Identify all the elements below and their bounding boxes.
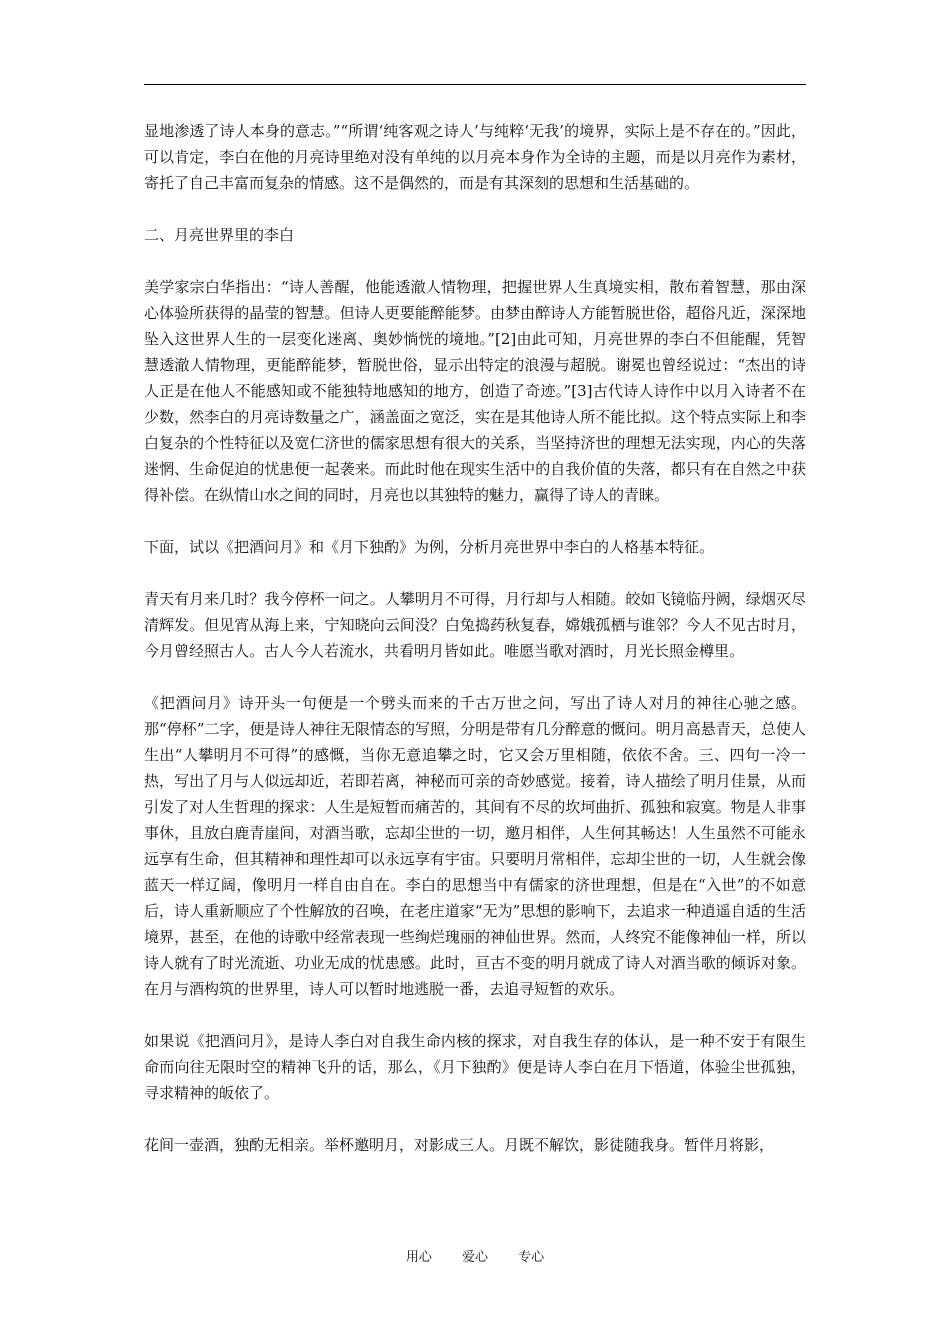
header-rule	[144, 84, 806, 85]
paragraph-5: 如果说《把酒问月》，是诗人李白对自我生命内核的探求，对自我生存的体认，是一种不安于有限生命而向往无限时空的精神飞升的话，那么，《月下独酌》便是诗人李白在月下悟道，体验尘世孤独，寻求精神的皈依了。	[144, 1032, 806, 1102]
paragraph-1: 显地渗透了诗人本身的意志。”“所谓‘纯客观之诗人’与纯粹‘无我’的境界，实际上是不存在的。”因此，可以肯定，李白在他的月亮诗里绝对没有单纯的以月亮本身作为全诗的主题，而是以月亮作为素材，寄托了自己丰富而复杂的情感。这不是偶然的，而是有其深刻的思想和生活基础的。	[144, 122, 806, 192]
section-heading: 二、月亮世界里的李白	[144, 226, 295, 244]
paragraph-4: 《把酒问月》诗开头一句便是一个劈头而来的千古万世之问，写出了诗人对月的神往心驰之感。那“停杯”二字，便是诗人神往无限情态的写照，分明是带有几分醉意的慨问。明月高悬青天，总使人生出“人攀明月不可得”的感慨，当你无意追攀之时，它又会万里相随，依依不舍。三、四句一冷一热，写出了月与人似远却近，若即若离，神秘而可亲的奇妙感觉。接着，诗人描绘了明月佳景，从而引发了对人生哲理的探求：人生是短暂而痛苦的，其间有不尽的坎坷曲折、孤独和寂寞。物是人非事事休，且放白鹿青崖间，对酒当歌，忘却尘世的一切，邀月相伴，人生何其畅达！人生虽然不可能永远享有生命，但其精神和理性却可以永远享有宇宙。只要明月常相伴，忘却尘世的一切，人生就会像蓝天一样辽阔，像明月一样自由自在。李白的思想当中有儒家的济世理想，但是在“入世”的不如意后，诗人重新顺应了个性解放的召唤，在老庄道家“无为”思想的影响下，去追求一种逍遥自适的生活境界，甚至，在他的诗歌中经常表现一些绚烂瑰丽的神仙世界。然而，人终究不能像神仙一样，所以诗人就有了时光流逝、功业无成的忧患感。此时，亘古不变的明月就成了诗人对酒当歌的倾诉对象。在月与酒构筑的世界里，诗人可以暂时地逃脱一番，去追寻短暂的欢乐。	[144, 694, 806, 998]
footer-item: 爱心	[461, 1250, 488, 1265]
footer-item: 专心	[518, 1250, 545, 1265]
document-body	[144, 118, 806, 1184]
paragraph-2: 美学家宗白华指出：“诗人善醒，他能透澈人情物理，把握世界人生真境实相，散布着智慧，那由深心体验所获得的晶莹的智慧。但诗人更要能醉能梦。由梦由醉诗人方能暂脱世俗，超俗凡近，深深地坠入这世界人生的一层变化迷离、奥妙惝恍的境地。”[2]由此可知，月亮世界的李白不但能醒，凭智慧透澈人情物理，更能醉能梦，暂脱世俗，显示出特定的浪漫与超脱。谢冕也曾经说过：“杰出的诗人正是在他人不能感知或不能独特地感知的地方，创造了奇迹。”[3]古代诗人诗作中以月入诗者不在少数，然李白的月亮诗数量之广，涵盖面之宽泛，实在是其他诗人所不能比拟。这个特点实际上和李白复杂的个性特征以及宽仁济世的儒家思想有很大的关系，当坚持济世的理想无法实现，内心的失落迷惘、生命促迫的忧患便一起袭来。而此时他在现实生活中的自我价值的失落，都只有在自然之中获得补偿。在纵情山水之间的同时，月亮也以其独特的魅力，赢得了诗人的青睐。	[144, 278, 806, 504]
footer-item: 用心	[405, 1250, 432, 1265]
page-footer	[0, 1248, 950, 1268]
poem-baijiu-wenyue: 青天有月来几时？我今停杯一问之。人攀明月不可得，月行却与人相随。皎如飞镜临丹阙，绿烟灭尽清辉发。但见宵从海上来，宁知晓向云间没？白兔捣药秋复春，嫦娥孤栖与谁邻？今人不见古时月，今月曾经照古人。古人今人若流水，共看明月皆如此。唯愿当歌对酒时，月光长照金樽里。	[144, 590, 806, 660]
paragraph-3: 下面，试以《把酒问月》和《月下独酌》为例，分析月亮世界中李白的人格基本特征。	[144, 538, 715, 556]
poem-yuexia-duzhuo: 花间一壶酒，独酌无相亲。举杯邀明月，对影成三人。月既不解饮，影徒随我身。暂伴月将影，	[144, 1136, 775, 1154]
